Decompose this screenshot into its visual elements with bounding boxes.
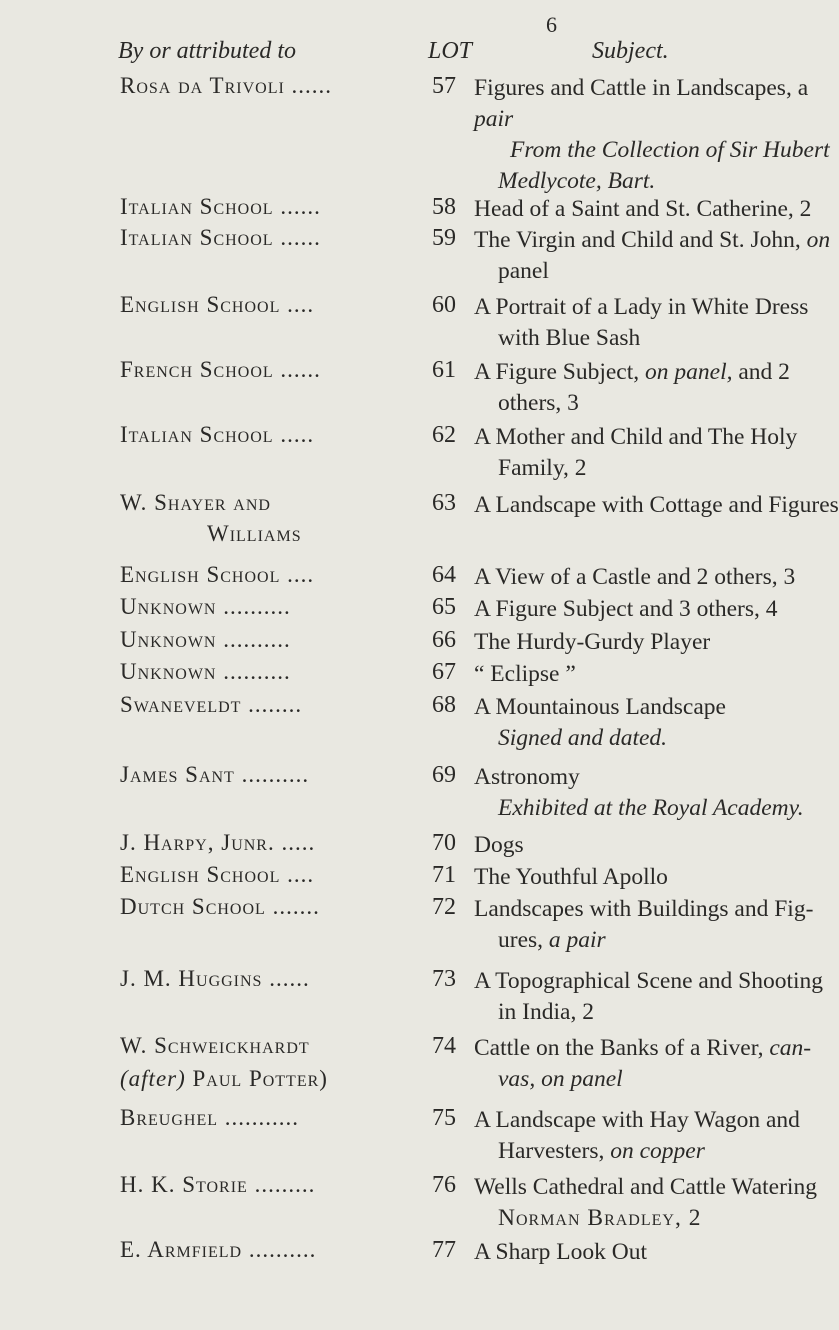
artist: English School .... (120, 292, 315, 317)
artist: Rosa da Trivoli ...... (120, 73, 333, 98)
subject (474, 292, 809, 354)
subject (474, 357, 794, 419)
lot-number: 71 (432, 862, 456, 888)
artist-continued (120, 1066, 415, 1092)
lot-number: 68 (432, 692, 456, 718)
subject-line: A Topographical Scene and Shooting (474, 968, 824, 994)
subject (474, 1105, 800, 1167)
subject-line: A Mother and Child and The Holy (474, 424, 798, 450)
subject-line: A Figure Subject and 3 others, 4 (474, 596, 778, 622)
subject-line: Wells Cathedral and Cattle Watering (474, 1174, 817, 1200)
lot-number: 76 (432, 1172, 456, 1198)
subject-line: Dogs (474, 832, 524, 858)
subject (474, 490, 839, 521)
provenance-note: From the Collection of Sir Hubert (510, 137, 830, 163)
lot-number: 75 (432, 1105, 456, 1131)
subject-line: Astronomy (474, 764, 580, 790)
lot-number: 73 (432, 966, 456, 992)
subject-line: Figures and Cattle in Landscapes, a (474, 75, 809, 101)
lot-number: 64 (432, 562, 456, 588)
subject-text-tail: and 2 (738, 359, 790, 385)
subject-medium: on (806, 227, 831, 253)
subject (474, 966, 824, 1028)
artist: Dutch School ....... (120, 894, 320, 919)
artist: J. M. Huggins ...... (120, 966, 310, 991)
artist: English School .... (120, 562, 315, 587)
subject-line: Norman Bradley, 2 (498, 1205, 702, 1231)
subject-line (474, 925, 794, 956)
subject-line (474, 1033, 812, 1064)
subject-line (474, 225, 831, 256)
subject (474, 1237, 794, 1268)
subject-line: pair (474, 106, 514, 132)
lot-number: 61 (432, 357, 456, 383)
subject-line: A Landscape with Cottage and Figures (474, 492, 839, 518)
column-header-subject: Subject. (592, 38, 669, 64)
subject-text: ures, (498, 927, 544, 953)
subject-line: A Portrait of a Lady in White Dress (474, 294, 809, 320)
subject (474, 225, 831, 287)
lot-number: 67 (432, 659, 456, 685)
subject-line: A Sharp Look Out (474, 1239, 647, 1265)
subject-line (474, 1136, 794, 1167)
subject-line: A View of a Castle and 2 others, 3 (474, 564, 796, 590)
artist: W. Schweickhardt (120, 1033, 310, 1058)
subject-line (474, 357, 794, 388)
lot-number: 59 (432, 225, 456, 251)
subject-line: A Mountainous Landscape (474, 694, 726, 720)
artist: Breughel ........... (120, 1105, 299, 1130)
subject-line (474, 1064, 794, 1095)
subject-note: Exhibited at the Royal Academy. (498, 795, 804, 821)
lot-number: 60 (432, 292, 456, 318)
lot-number: 57 (432, 73, 456, 99)
artist: English School .... (120, 862, 315, 887)
artist: Unknown .......... (120, 594, 291, 619)
subject-text: The Virgin and Child and St. John, (474, 227, 801, 253)
subject-text: vas, (498, 1066, 536, 1092)
subject-line: Family, 2 (498, 455, 587, 481)
lot-number: 69 (432, 762, 456, 788)
lot-number: 72 (432, 894, 456, 920)
lot-number: 70 (432, 830, 456, 856)
artist: French School ...... (120, 357, 321, 382)
artist: Italian School ..... (120, 422, 315, 447)
subject-line: panel (498, 258, 549, 284)
lot-number: 66 (432, 627, 456, 653)
subject (474, 894, 814, 956)
subject-text: A Figure Subject, (474, 359, 640, 385)
subject (474, 862, 794, 893)
provenance-note: Medlycote, Bart. (498, 168, 656, 194)
lot-number: 62 (432, 422, 456, 448)
subject-line: Landscapes with Buildings and Fig- (474, 896, 814, 922)
column-header-artist: By or attributed to (118, 38, 296, 64)
artist-qualifier: (after) (120, 1066, 186, 1091)
subject-medium: on copper (610, 1138, 705, 1164)
lot-number: 65 (432, 594, 456, 620)
artist: Unknown .......... (120, 627, 291, 652)
artist: J. Harpy, Junr. ..... (120, 830, 316, 855)
subject-medium: can- (769, 1035, 812, 1061)
subject (474, 1033, 812, 1095)
artist: H. K. Storie ......... (120, 1172, 316, 1197)
artist: Swaneveldt ........ (120, 692, 303, 717)
subject-text: Cattle on the Banks of a River, (474, 1035, 764, 1061)
lot-number: 77 (432, 1237, 456, 1263)
subject (474, 194, 812, 225)
subject-line: “ Eclipse ” (474, 661, 576, 687)
artist-name: Paul Potter) (192, 1066, 328, 1091)
subject (474, 659, 794, 690)
subject-line: The Hurdy-Gurdy Player (474, 629, 711, 655)
subject-line: in India, 2 (498, 999, 594, 1025)
page-number: 6 (546, 12, 557, 37)
subject (474, 1172, 817, 1234)
subject (474, 830, 794, 861)
artist: Italian School ...... (120, 194, 321, 219)
subject-line: with Blue Sash (498, 325, 641, 351)
subject (474, 562, 794, 593)
subject-medium: on panel, (645, 359, 733, 385)
subject-line: The Youthful Apollo (474, 864, 668, 890)
lot-number: 58 (432, 194, 456, 220)
subject (474, 73, 830, 197)
column-header-lot: LOT (428, 38, 473, 64)
lot-number: 74 (432, 1033, 456, 1059)
subject (474, 627, 794, 658)
subject (474, 692, 794, 754)
subject (474, 594, 794, 625)
subject-medium: a pair (548, 927, 606, 953)
artist: W. Shayer and (120, 490, 271, 515)
subject-line: A Landscape with Hay Wagon and (474, 1107, 800, 1133)
subject-note: Signed and dated. (498, 725, 668, 751)
artist: Unknown .......... (120, 659, 291, 684)
subject-line: Head of a Saint and St. Catherine, 2 (474, 196, 812, 222)
subject-text: Harvesters, (498, 1138, 605, 1164)
artist: James Sant .......... (120, 762, 310, 787)
subject (474, 422, 798, 484)
subject-medium: on panel (541, 1066, 623, 1092)
subject (474, 762, 804, 824)
artist: E. Armfield .......... (120, 1237, 317, 1262)
lot-number: 63 (432, 490, 456, 516)
artist-continued: Williams (207, 521, 302, 546)
artist: Italian School ...... (120, 225, 321, 250)
subject-line: others, 3 (498, 390, 579, 416)
